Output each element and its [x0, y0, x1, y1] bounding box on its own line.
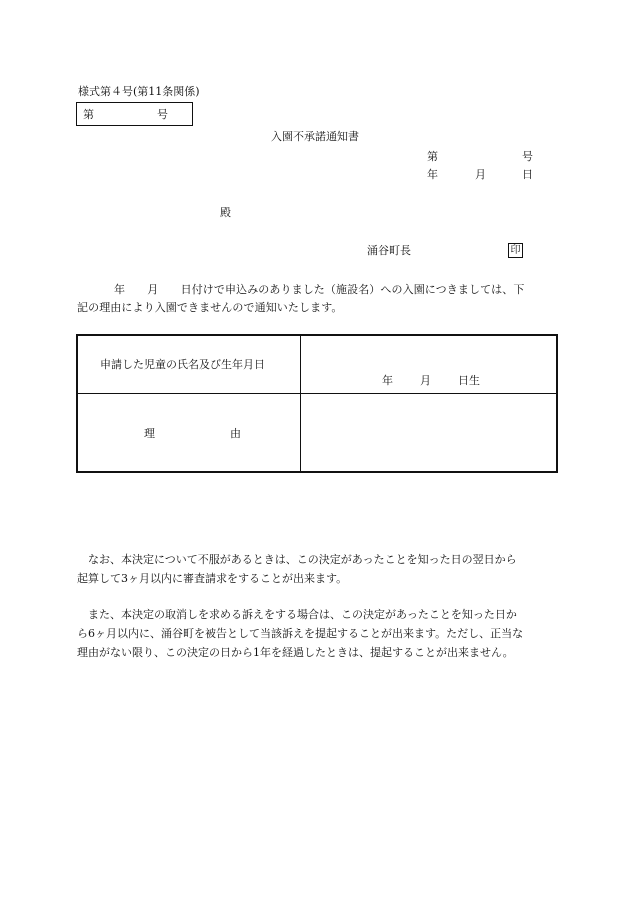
reason-label-char-1: 理 [144, 427, 155, 440]
birth-month-label: 月 [420, 374, 431, 387]
notification-body [77, 281, 558, 317]
lawsuit-notice-line-2: ら6ヶ月以内に、涌谷町を被告として当該訴えを提起することが出来ます。ただし、正当な [77, 627, 524, 640]
appeal-notice [77, 550, 562, 588]
date-day: 日 [522, 168, 533, 181]
number-box-dai: 第 [83, 108, 94, 121]
table-column-divider [300, 336, 301, 471]
reference-dai: 第 [427, 150, 438, 163]
table-row-divider [78, 393, 556, 394]
number-box-go: 号 [157, 108, 168, 121]
reason-label-char-2: 由 [230, 427, 241, 440]
date-month: 月 [475, 168, 486, 181]
document-title: 入園不承諾通知書 [271, 130, 359, 143]
reference-go: 号 [522, 150, 533, 163]
document-number-box [76, 102, 193, 126]
lawsuit-notice-line-1: また、本決定の取消しを求める訴えをする場合は、この決定があったことを知った日か [88, 608, 517, 621]
body-line-1: 年 月 日付けで申込みのありました（施設名）への入園につきましては、下 [114, 283, 525, 296]
lawsuit-notice-line-3: 理由がない限り、この決定の日から1年を経過したときは、提起することが出来ません。 [77, 646, 514, 659]
lawsuit-notice [77, 605, 562, 662]
body-line-2: 記の理由により入園できませんので通知いたします。 [77, 301, 343, 314]
birth-year-label: 年 [382, 374, 393, 387]
appeal-notice-line-1: なお、本決定について不服があるときは、この決定があったことを知った日の翌日から [88, 553, 517, 566]
birth-day-label: 日生 [458, 374, 480, 387]
seal-mark: 印 [508, 243, 523, 258]
date-year: 年 [427, 168, 438, 181]
issuer-name: 涌谷町長 [367, 244, 411, 257]
applicant-label: 申請した児童の氏名及び生年月日 [100, 358, 265, 371]
addressee-suffix: 殿 [220, 206, 231, 219]
applicant-info-table [76, 334, 558, 473]
form-number-label: 様式第４号(第11条関係) [78, 85, 200, 98]
birth-date-field [382, 374, 480, 387]
appeal-notice-line-2: 起算して3ヶ月以内に審査請求をすることが出来ます。 [77, 572, 348, 585]
